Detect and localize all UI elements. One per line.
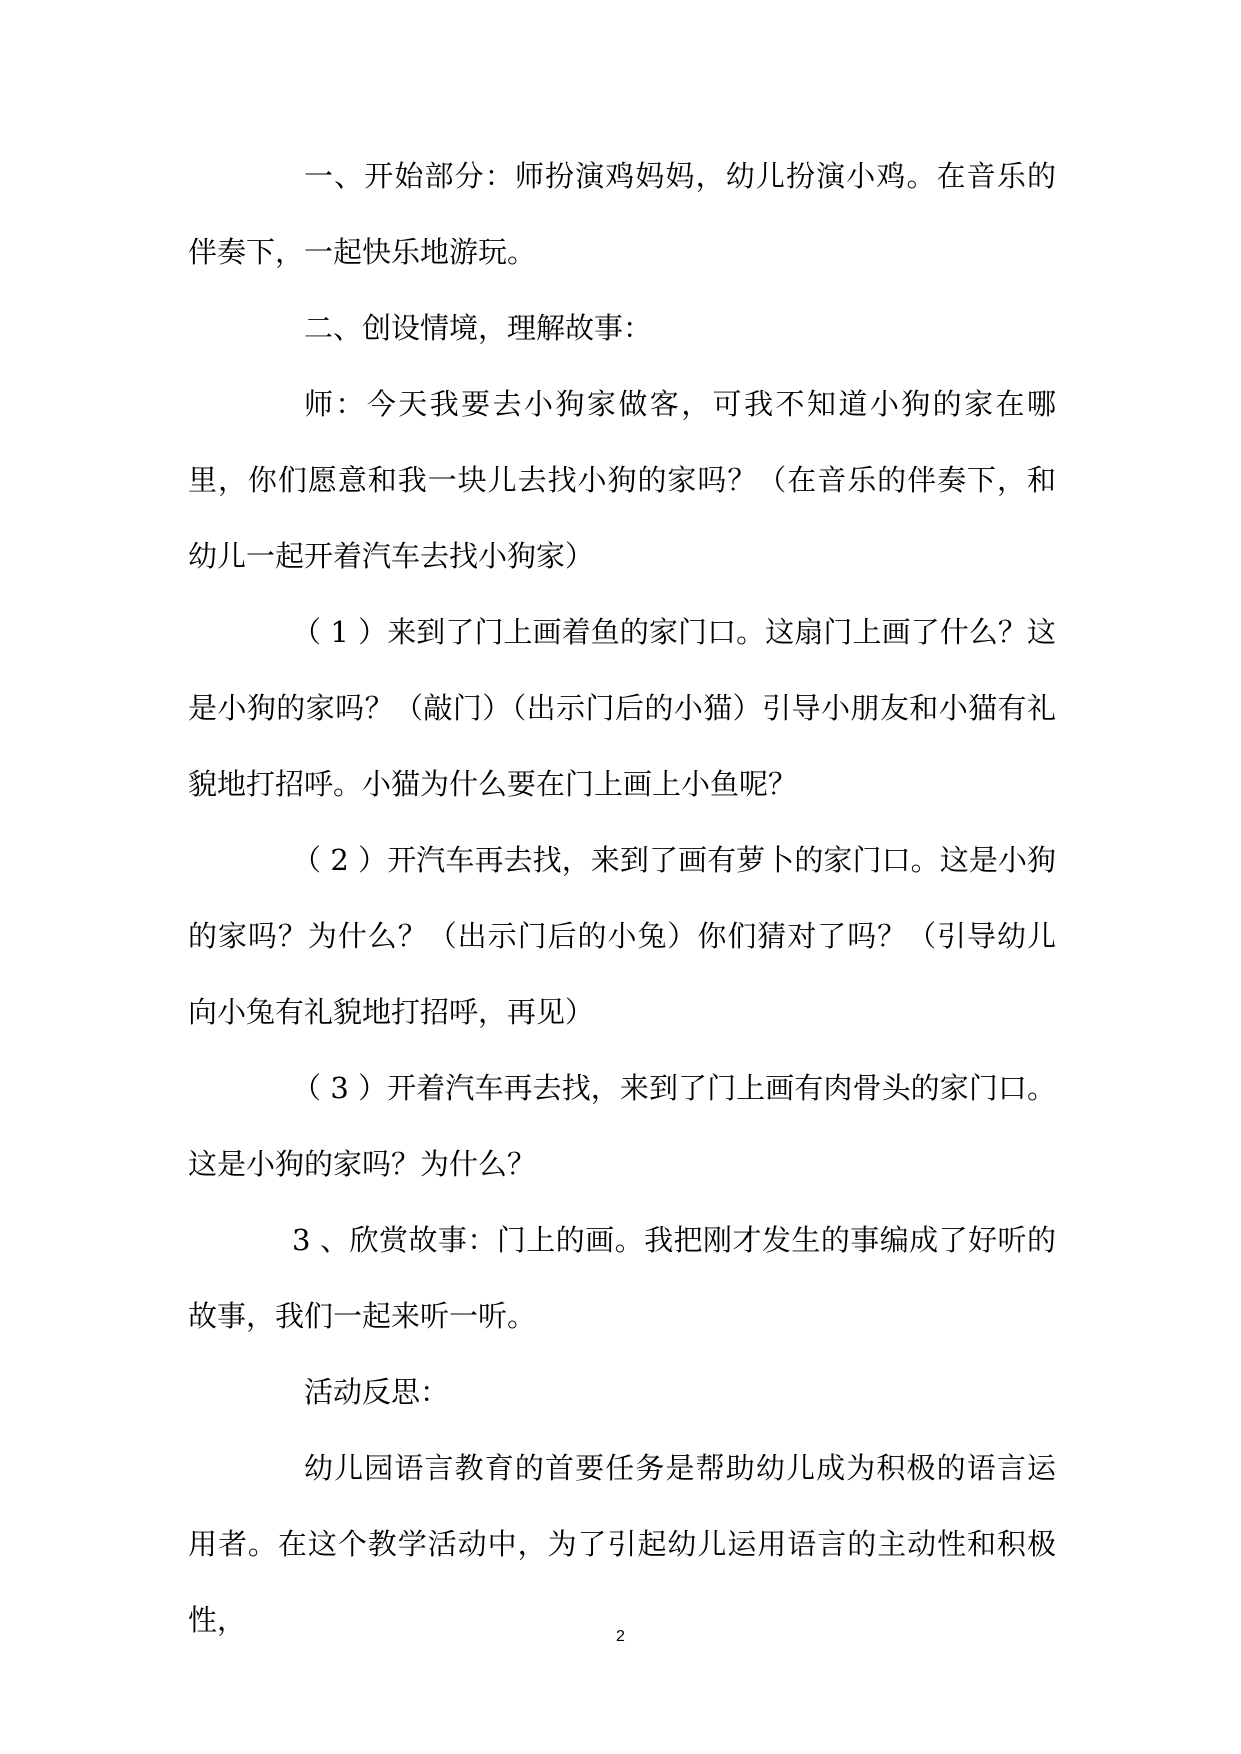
- paragraph-section-two-heading: 二、创设情境，理解故事：: [304, 311, 653, 345]
- paragraph-step-2: （ 2 ）开汽车再去找，来到了画有萝卜的家门口。这是小狗的家吗？为什么？（出示门后的小兔）你们猜对了吗？（引导幼儿向小兔有礼貌地打招呼，再见）: [188, 843, 1056, 1029]
- paragraph-reflection-heading: 活动反思：: [304, 1375, 450, 1409]
- document-body: [188, 138, 1056, 1658]
- page-number: 2: [616, 1628, 625, 1645]
- paragraph-opening: 一、开始部分：师扮演鸡妈妈，幼儿扮演小鸡。在音乐的伴奏下，一起快乐地游玩。: [188, 159, 1056, 269]
- paragraph-reflection-body: 幼儿园语言教育的首要任务是帮助幼儿成为积极的语言运用者。在这个教学活动中，为了引起幼儿运用语言的主动性和积极性，: [188, 1451, 1056, 1637]
- paragraph-teacher-intro: 师：今天我要去小狗家做客，可我不知道小狗的家在哪里，你们愿意和我一块儿去找小狗的家吗？（在音乐的伴奏下，和幼儿一起开着汽车去找小狗家）: [188, 387, 1056, 573]
- paragraph-step-3: （ 3 ）开着汽车再去找，来到了门上画有肉骨头的家门口。这是小狗的家吗？为什么？: [188, 1071, 1056, 1181]
- paragraph-story-appreciation: 3 、欣赏故事：门上的画。我把刚才发生的事编成了好听的故事，我们一起来听一听。: [188, 1223, 1056, 1333]
- paragraph-step-1: （ 1 ）来到了门上画着鱼的家门口。这扇门上画了什么？这是小狗的家吗？（敲门）（出示门后的小猫）引导小朋友和小猫有礼貌地打招呼。小猫为什么要在门上画上小鱼呢？: [188, 615, 1056, 801]
